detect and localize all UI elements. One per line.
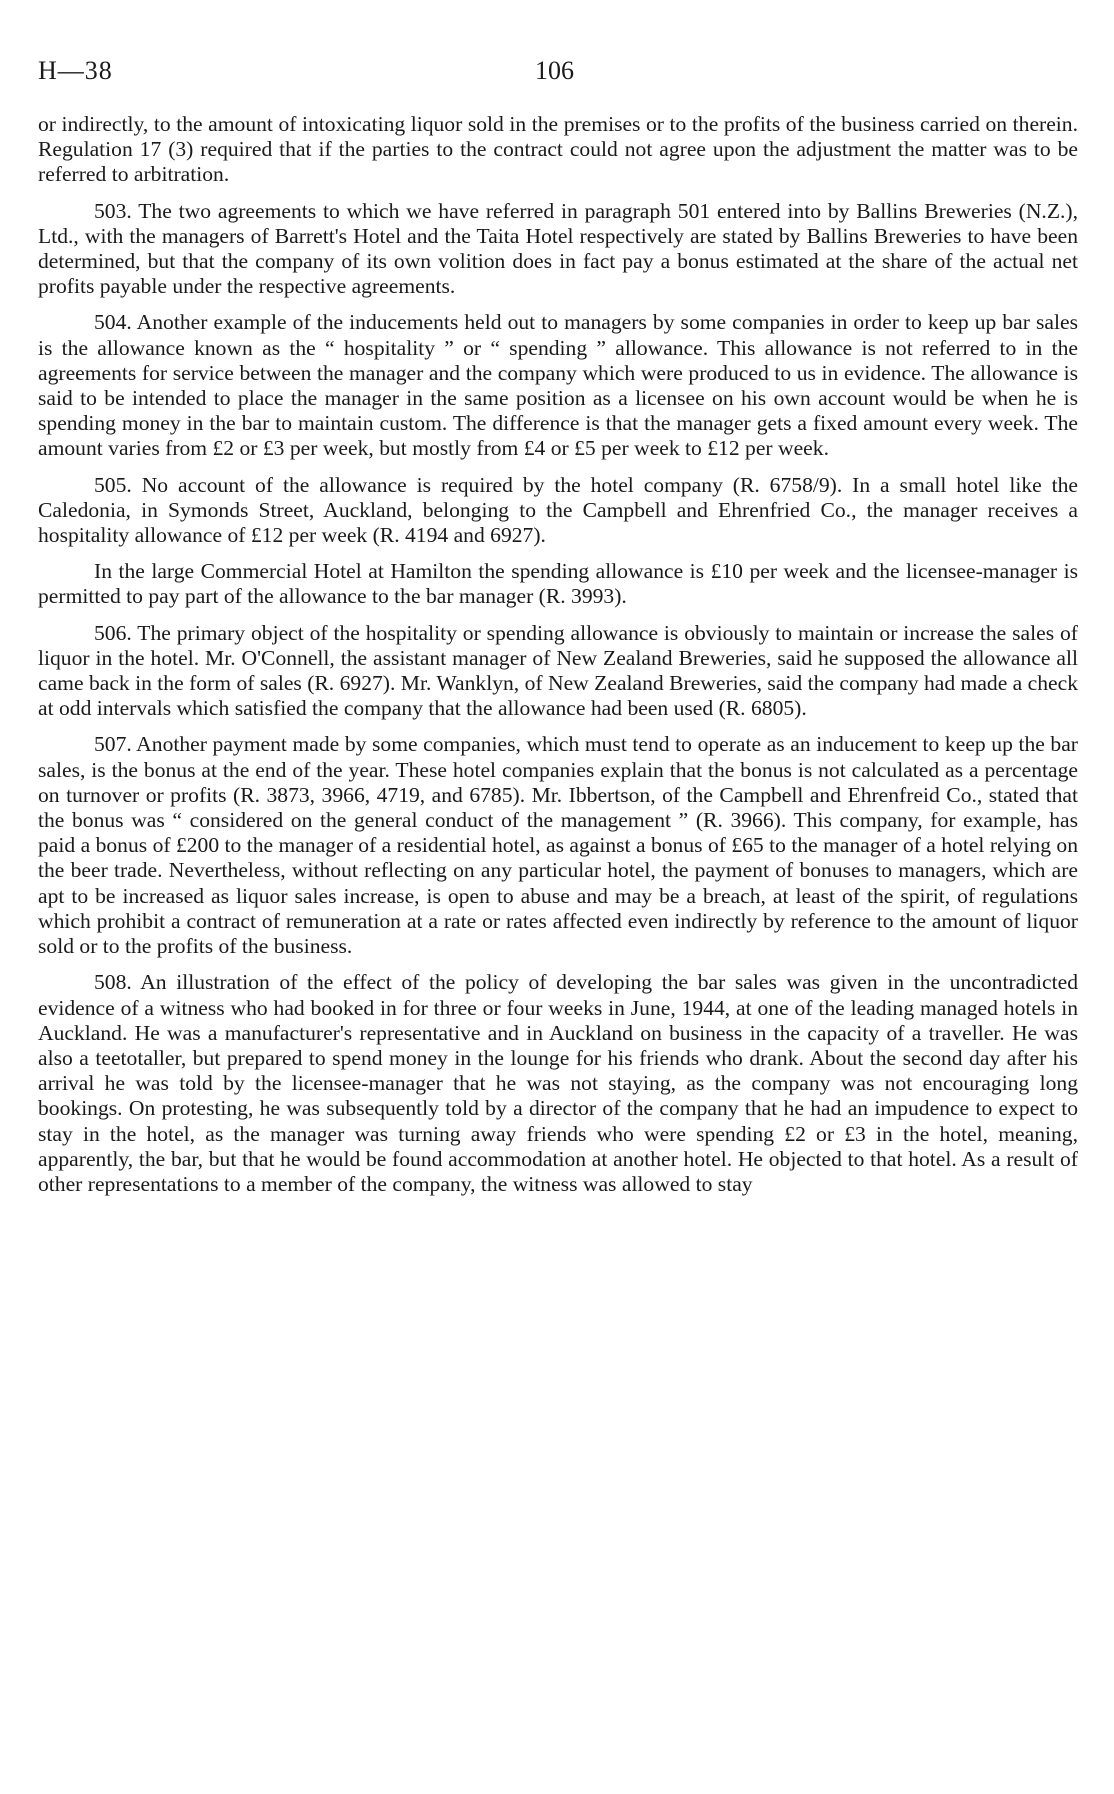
paragraph-505-commercial-hotel: In the large Commercial Hotel at Hamilton the spending allowance is £10 per week and the licensee-manager is permitted to pay part of the allowance to the bar manager (R. 3993).: [38, 559, 1078, 609]
paragraph-503: 503. The two agreements to which we have referred in paragraph 501 entered into by Ballins Breweries (N.Z.), Ltd., with the managers of Barrett's Hotel and the Taita Hotel respectively are stated by Ballins Breweries to have been determined, but that the company of its own volition does in fact pay a bonus estimated at the share of the actual net profits payable under the respective agreements.: [38, 198, 1078, 299]
paragraph-507: 507. Another payment made by some companies, which must tend to operate as an inducement to keep up the bar sales, is the bonus at the end of the year. These hotel companies explain that the bonus is not calculated as a percentage on turnover or profits (R. 3873, 3966, 4719, and 6785). Mr. Ibbertson, of the Campbell and Ehrenfreid Co., stated that the bonus was “ considered on the general conduct of the management ” (R. 3966). This company, for example, has paid a bonus of £200 to the manager of a residential hotel, as against a bonus of £65 to the manager of a hotel relying on the beer trade. Nevertheless, without reflecting on any particular hotel, the payment of bonuses to managers, which are apt to be increased as liquor sales increase, is open to abuse and may be a breach, at least of the spirit, of regulations which prohibit a contract of remuneration at a rate or rates affected even indirectly by reference to the amount of liquor sold or to the profits of the business.: [38, 732, 1078, 959]
document-page: [38, 0, 1078, 1794]
body-text: [38, 112, 1078, 1197]
paragraph-506: 506. The primary object of the hospitality or spending allowance is obviously to maintain or increase the sales of liquor in the hotel. Mr. O'Connell, the assistant manager of New Zealand Breweries, said he supposed the allowance all came back in the form of sales (R. 6927). Mr. Wanklyn, of New Zealand Breweries, said the company had made a check at odd intervals which satisfied the company that the allowance had been used (R. 6805).: [38, 620, 1079, 721]
page-number: 106: [535, 56, 574, 85]
paragraph-508: 508. An illustration of the effect of the policy of developing the bar sales was given in the uncontradicted evidence of a witness who had booked in for three or four weeks in June, 1944, at one of the leading managed hotels in Auckland. He was a manufacturer's representative and in Auckland on business in the capacity of a traveller. He was also a teetotaller, but prepared to spend money in the lounge for his friends who drank. About the second day after his arrival he was told by the licensee-manager that he was not staying, as the company was not encouraging long bookings. On protesting, he was subsequently told by a director of the company that he had an impudence to expect to stay in the hotel, as the manager was turning away friends who were spending £2 or £3 in the hotel, meaning, apparently, the bar, but that he would be found accommodation at another hotel. He objected to that hotel. As a result of other representations to a member of the company, the witness was allowed to stay: [38, 970, 1078, 1196]
page-header: [38, 0, 1078, 112]
paragraph-continuation: or indirectly, to the amount of intoxicating liquor sold in the premises or to the profits of the business carried on therein. Regulation 17 (3) required that if the parties to the contract could not agree upon the adjustment the matter was to be referred to arbitration.: [38, 112, 1078, 187]
document-code: H—38: [38, 56, 113, 85]
paragraph-505: 505. No account of the allowance is required by the hotel company (R. 6758/9). In a small hotel like the Caledonia, in Symonds Street, Auckland, belonging to the Campbell and Ehrenfried Co., the manager receives a hospitality allowance of £12 per week (R. 4194 and 6927).: [38, 472, 1078, 548]
paragraph-504: 504. Another example of the inducements held out to managers by some companies in order to keep up bar sales is the allowance known as the “ hospitality ” or “ spending ” allowance. This allowance is not referred to in the agreements for service between the manager and the company which were produced to us in evidence. The allowance is said to be intended to place the manager in the same position as a licensee on his own account would be when he is spending money in the bar to maintain custom. The difference is that the manager gets a fixed amount every week. The amount varies from £2 or £3 per week, but mostly from £4 or £5 per week to £12 per week.: [38, 310, 1078, 461]
